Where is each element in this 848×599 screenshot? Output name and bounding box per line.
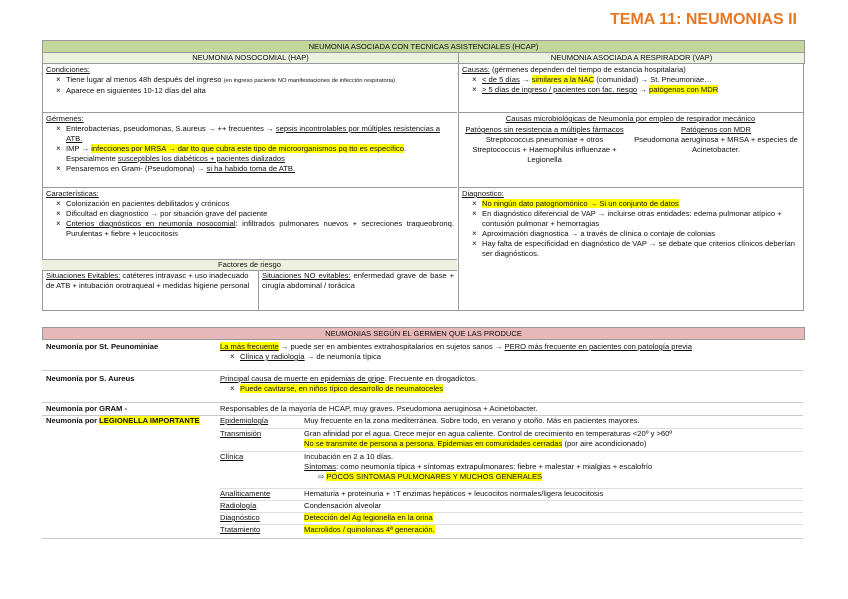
- list-item: × Tiene lugar al menos 48h después del ingreso (en ingreso paciente NO manifestaciones de infección respiratoria): [60, 75, 454, 86]
- row-label: Neumonía por LEGIONELLA IMPORTANTE: [46, 416, 200, 425]
- list-item: × > 5 días de ingreso / pacientes con fac. riesgo → patógenos con MDR: [476, 85, 800, 95]
- germen-header: NEUMONIAS SEGÚN EL GERMEN QUE LAS PRODUCE: [42, 327, 805, 340]
- row-content: La más frecuente → puede ser en ambientes extrahospitalarios en sujetos sanos → PERO más frecuente en pacientes con patología previa × Clínica y radiología → de neumonía típica: [220, 342, 800, 362]
- sub-label: Analíticamente: [220, 489, 271, 498]
- sub-content: Incubación en 2 a 10 días. Síntomas: como neumonía típica + síntomas extrapulmonares: fiebre + malestar + mialgias + escalofrío ⇨ POCOS SINTOMAS PULMONARES Y MUCHOS GENERALES: [304, 452, 653, 481]
- list-item: × Pensaremos en Gram- (Pseudomona) → si ha habido toma de ATB.: [60, 164, 454, 174]
- sub-content: Muy frecuente en la zona mediterránea. Sobre todo, en verano y otoño. Más en pacientes mayores.: [304, 416, 640, 425]
- condiciones-section: [46, 65, 454, 96]
- con-mdr: Patógenos con MDR Pseudomona aeruginosa + MRSA + especies de Acinetobacter.: [634, 125, 798, 154]
- list-item: × Aparece en siguientes 10-12 días del alta: [60, 86, 454, 96]
- list-item: × Aproximación diagnostica → a través de clínica o contaje de colonias: [476, 229, 800, 239]
- row-content: Responsables de la mayoría de HCAP, muy graves. Pseudomona aeruginosa + Acinetobacter.: [220, 404, 538, 413]
- caracteristicas-section: [46, 189, 454, 239]
- list-item: × Dificultad en diagnostico → por situación grave del paciente: [60, 209, 454, 219]
- evitables: Situaciones Evitables: catéteres intravasc + uso inadecuado de ATB + intubación orotraqueal + medidas higiene personal: [46, 271, 250, 290]
- condiciones-label: Condiciones:: [46, 65, 90, 74]
- sub-content: Condensación alveolar: [304, 501, 382, 510]
- micro-title: Causas microbiológicas de Neumonía por empleo de respirador mecánico: [505, 114, 756, 123]
- diagnostico-label: Diagnostico:: [462, 189, 504, 198]
- list-item: × Criterios diagnósticos en neumonía nosocomial: infiltrados pulmonares nuevos + secreciones traqueobronq. Purulentas + fiebre + leucocitosis: [60, 219, 454, 239]
- list-item: × Clínica y radiología → de neumonía típica: [234, 352, 800, 362]
- sub-label: Radiología: [220, 501, 257, 510]
- page-title: TEMA 11: NEUMONIAS II: [610, 11, 797, 28]
- factores-title: Factores de riesgo: [42, 259, 457, 271]
- germenes-label: Gérmenes:: [46, 114, 84, 123]
- list-item: × Hay falta de especificidad en diagnóstico de VAP → se debate que criterios clínicos deberían ser diagnósticos.: [476, 239, 800, 259]
- caracteristicas-label: Características:: [46, 189, 99, 198]
- sin-resistencia: Patógenos sin resistencia a múltiples fármacos Streptococcus pneumoniae + otros Streptococcus + Haemophilus influenzae + Legionella: [465, 125, 624, 164]
- row-content: Principal causa de muerte en epidemias de gripe. Frecuente en drogadictos. × Puede cavitarse, en niños típico desarrollo de neumatoceles: [220, 374, 800, 394]
- hcap-header: NEUMONIA ASOCIADA CON TECNICAS ASISTENCIALES (HCAP): [42, 40, 805, 53]
- sub-content: Macrolidos / quinolonas 4ª generación.: [304, 525, 435, 534]
- no-evitables: Situaciones NO evitables: enfermedad grave de base + cirugía abdominal / torácica: [262, 271, 454, 290]
- list-item: × En diagnóstico diferencial de VAP → incluirse otras entidades: edema pulmonar atípico + contusión pulmonar + hemorragias: [476, 209, 800, 229]
- hap-title: NEUMONIA NOSOCOMIAL (HAP): [42, 52, 459, 64]
- germenes-section: [46, 114, 454, 174]
- sub-label: Transmisión: [220, 429, 262, 438]
- sub-content: Gran afinidad por el agua. Crece mejor en agua caliente. Control de crecimiento en temperaturas <20º y >60º No se transmite de persona a persona. Epidemias en comunidades cerradas (por aire acondicionado): [304, 429, 673, 448]
- list-item: × No ningún dato patognomónico → Si un conjunto de datos: [476, 199, 800, 209]
- sub-content: Hematuria + proteinuria + ↑T enzimas hepáticos + leucocitos normales/ligera leucocitosis: [304, 489, 604, 498]
- sub-label: Diagnóstico: [220, 513, 260, 522]
- row-label: Neumonía por St. Peunominiae: [46, 342, 159, 351]
- sub-label: Clínica: [220, 452, 244, 461]
- row-label: Neumonía por GRAM -: [46, 404, 127, 413]
- row-label: Neumonía por S. Aureus: [46, 374, 135, 383]
- list-item: × Enterobacterias, pseudomonas, S.aureus → ++ frecuentes → sepsis incontrolables por múltiples resistencias a ATB.: [60, 124, 454, 144]
- causas-section: Causas: (gérmenes dependen del tiempo de estancia hospitalaria) × < de 5 días → similares a la NAC (comunidad) → St. Pneumoniae… × > 5 días de ingreso / pacientes con fac. riesgo → patógenos con MDR: [462, 65, 800, 95]
- diagnostico-section: [462, 189, 800, 259]
- list-item: × IMP → infecciones por MRSA → dar tto que cubra este tipo de microorganismos pq tto es específico. Especialmente susceptibles los diabéticos + pacientes dializados: [60, 144, 454, 164]
- sub-content: Detección del Ag legionella en la orina: [304, 513, 433, 522]
- list-item: × < de 5 días → similares a la NAC (comunidad) → St. Pneumoniae…: [476, 75, 800, 85]
- list-item: × Puede cavitarse, en niños típico desarrollo de neumatoceles: [234, 384, 800, 394]
- vap-title: NEUMONIA ASOCIADA A RESPIRADOR (VAP): [458, 52, 805, 64]
- sub-label: Epidemiología: [220, 416, 269, 425]
- list-item: × Colonización en pacientes debilitados y crónicos: [60, 199, 454, 209]
- sub-label: Tratamiento: [220, 525, 261, 534]
